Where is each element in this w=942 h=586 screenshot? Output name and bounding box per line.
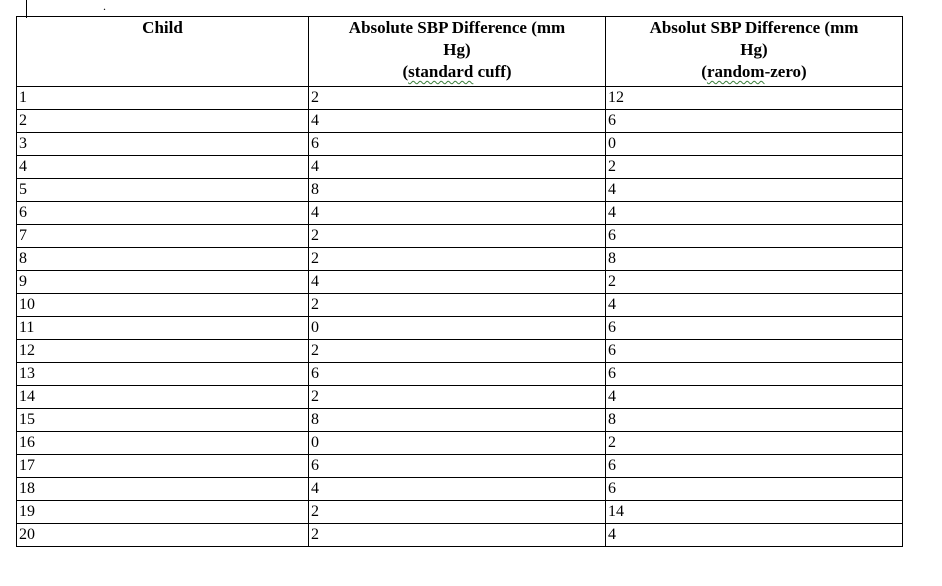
header-random-word: random xyxy=(706,62,765,81)
cell-random-zero: 6 xyxy=(606,455,903,478)
header-standard-word: standard xyxy=(408,62,474,81)
cell-random-zero: 8 xyxy=(606,409,903,432)
cell-standard-cuff: 0 xyxy=(309,432,606,455)
table-row xyxy=(17,294,903,317)
cell-child: 14 xyxy=(17,386,309,409)
cell-child: 17 xyxy=(17,455,309,478)
table-row xyxy=(17,110,903,133)
cell-standard-cuff: 0 xyxy=(309,317,606,340)
table-row xyxy=(17,455,903,478)
cell-standard-cuff: 6 xyxy=(309,363,606,386)
cell-child: 11 xyxy=(17,317,309,340)
cell-child: 8 xyxy=(17,248,309,271)
cell-random-zero: 2 xyxy=(606,156,903,179)
header-child xyxy=(17,17,309,87)
header-child-label: Child xyxy=(142,18,183,37)
cell-standard-cuff: 6 xyxy=(309,455,606,478)
table-row xyxy=(17,501,903,524)
table-body xyxy=(17,87,903,547)
cell-child: 19 xyxy=(17,501,309,524)
header-standard-cuff: Absolute SBP Difference (mm Hg) (standard cuff) xyxy=(309,17,606,87)
cell-standard-cuff: 4 xyxy=(309,110,606,133)
cell-child: 18 xyxy=(17,478,309,501)
cell-standard-cuff: 2 xyxy=(309,87,606,110)
cell-standard-cuff: 2 xyxy=(309,386,606,409)
sbp-difference-table xyxy=(16,16,903,547)
table-row xyxy=(17,133,903,156)
cell-random-zero: 2 xyxy=(606,271,903,294)
table-row xyxy=(17,225,903,248)
cell-random-zero: 4 xyxy=(606,524,903,547)
header-standard-line2: Hg) xyxy=(443,40,471,59)
table-row xyxy=(17,271,903,294)
cell-random-zero: 2 xyxy=(606,432,903,455)
cell-random-zero: 6 xyxy=(606,317,903,340)
cell-standard-cuff: 2 xyxy=(309,340,606,363)
cell-random-zero: 4 xyxy=(606,386,903,409)
table-row xyxy=(17,432,903,455)
cell-child: 3 xyxy=(17,133,309,156)
table-row xyxy=(17,363,903,386)
header-random-line2: Hg) xyxy=(740,40,768,59)
header-random-rest: -zero) xyxy=(764,62,807,81)
cell-standard-cuff: 4 xyxy=(309,478,606,501)
cell-random-zero: 6 xyxy=(606,478,903,501)
header-standard-rest: cuff) xyxy=(473,62,512,81)
cell-random-zero: 4 xyxy=(606,179,903,202)
header-standard-line1: Absolute SBP Difference (mm xyxy=(348,18,566,37)
cell-random-zero: 4 xyxy=(606,294,903,317)
header-random-line1: Absolut SBP Difference (mm xyxy=(649,18,859,37)
table-row xyxy=(17,340,903,363)
cell-random-zero: 6 xyxy=(606,340,903,363)
cell-child: 7 xyxy=(17,225,309,248)
table-row xyxy=(17,156,903,179)
header-random-zero: Absolut SBP Difference (mm Hg) (random-zero) xyxy=(606,17,903,87)
cell-child: 1 xyxy=(17,87,309,110)
cell-random-zero: 6 xyxy=(606,363,903,386)
table-row xyxy=(17,179,903,202)
cell-standard-cuff: 4 xyxy=(309,156,606,179)
table-row xyxy=(17,202,903,225)
cell-random-zero: 14 xyxy=(606,501,903,524)
cell-child: 10 xyxy=(17,294,309,317)
cell-child: 5 xyxy=(17,179,309,202)
cell-standard-cuff: 2 xyxy=(309,248,606,271)
cell-standard-cuff: 4 xyxy=(309,202,606,225)
cell-child: 2 xyxy=(17,110,309,133)
cell-standard-cuff: 6 xyxy=(309,133,606,156)
cell-random-zero: 8 xyxy=(606,248,903,271)
cell-child: 6 xyxy=(17,202,309,225)
table-row xyxy=(17,524,903,547)
cell-child: 15 xyxy=(17,409,309,432)
table-row xyxy=(17,87,903,110)
table-row xyxy=(17,317,903,340)
cell-standard-cuff: 8 xyxy=(309,409,606,432)
cell-random-zero: 12 xyxy=(606,87,903,110)
cell-standard-cuff: 8 xyxy=(309,179,606,202)
cell-standard-cuff: 2 xyxy=(309,294,606,317)
cell-child: 4 xyxy=(17,156,309,179)
cell-random-zero: 4 xyxy=(606,202,903,225)
cell-child: 16 xyxy=(17,432,309,455)
cell-random-zero: 6 xyxy=(606,225,903,248)
cell-child: 20 xyxy=(17,524,309,547)
cell-child: 9 xyxy=(17,271,309,294)
table-row xyxy=(17,248,903,271)
table-row xyxy=(17,478,903,501)
table-row xyxy=(17,386,903,409)
cell-standard-cuff: 4 xyxy=(309,271,606,294)
table-row xyxy=(17,409,903,432)
stray-mark: . xyxy=(103,0,106,13)
cell-standard-cuff: 2 xyxy=(309,225,606,248)
cell-child: 12 xyxy=(17,340,309,363)
cell-random-zero: 0 xyxy=(606,133,903,156)
cell-child: 13 xyxy=(17,363,309,386)
cell-random-zero: 6 xyxy=(606,110,903,133)
cell-standard-cuff: 2 xyxy=(309,501,606,524)
table-header-row xyxy=(17,17,903,87)
cell-standard-cuff: 2 xyxy=(309,524,606,547)
